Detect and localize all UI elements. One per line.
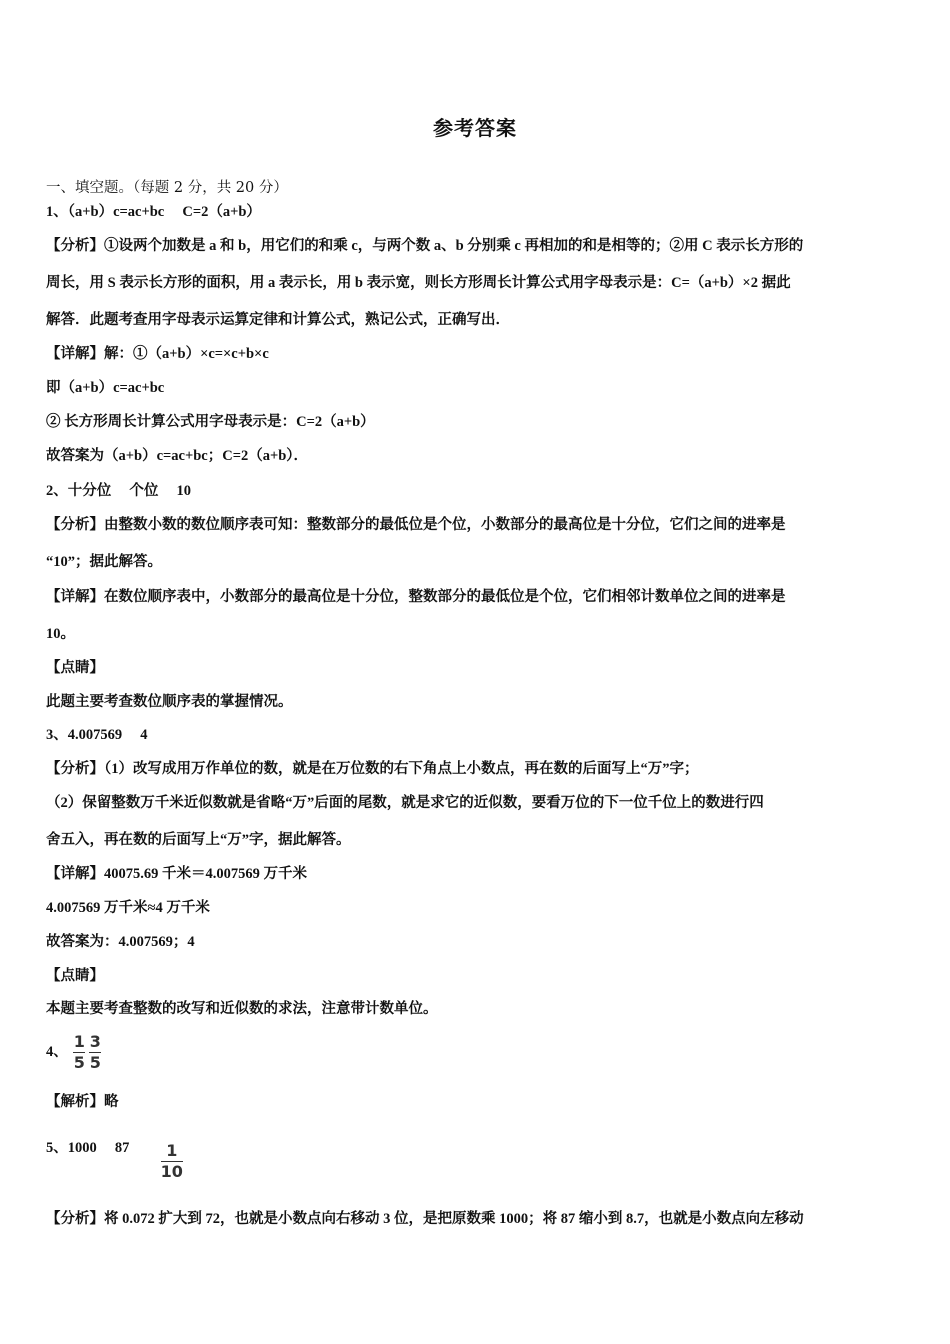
- q2-answer: 2、十分位 个位 10: [46, 483, 191, 499]
- q4-prefix: 4、: [46, 1044, 68, 1060]
- q1-detail-line-3: ② 长方形周长计算公式用字母表示是：C=2（a+b）: [46, 414, 375, 430]
- fraction-one-tenth: [161, 1142, 183, 1181]
- q1-analysis-line-1: [46, 236, 916, 256]
- fraction-denominator: 5: [73, 1053, 85, 1073]
- analysis-label: 【分析】: [46, 517, 104, 533]
- q3-analysis-text-1: （1）改写成用万作单位的数，就是在万位数的右下角点上小数点，再在数的后面写上“万”字；: [104, 761, 699, 777]
- analysis-label: 【分析】: [46, 761, 104, 777]
- detail-label: 【详解】: [46, 589, 104, 605]
- q3-note-label: 【点睛】: [46, 968, 104, 984]
- q3-analysis-line-3: 舍五入，再在数的后面写上“万”字，据此解答。: [46, 832, 351, 848]
- q5-answer: [46, 1124, 916, 1181]
- q1-analysis-text-1: ①设两个加数是 a 和 b，用它们的和乘 c，与两个数 a、b 分别乘 c 再相加的和是相等的；②用 C 表示长方形的: [104, 238, 804, 254]
- fraction-denominator: 5: [89, 1053, 101, 1073]
- detail-label: 【详解】: [46, 866, 104, 882]
- q3-detail-line-1: [46, 864, 916, 884]
- q2-analysis-text-1: 由整数小数的数位顺序表可知：整数部分的最低位是个位，小数部分的最高位是十分位，它们之间的进率是: [104, 517, 786, 533]
- q3-detail-text-1: 40075.69 千米＝4.007569 万千米: [104, 866, 307, 882]
- analysis-label: 【分析】: [46, 238, 104, 254]
- q2-detail-line-1: [46, 587, 916, 607]
- q1-conclusion: 故答案为（a+b）c=ac+bc；C=2（a+b）．: [46, 448, 309, 464]
- q3-note-text: 本题主要考查整数的改写和近似数的求法，注意带计数单位。: [46, 1001, 438, 1017]
- q1-analysis-line-2: 周长，用 S 表示长方形的面积，用 a 表示长，用 b 表示宽，则长方形周长计算公式用字母表示是：C=（a+b）×2 据此: [46, 275, 791, 291]
- q5-analysis-line-1: [46, 1209, 916, 1229]
- section-heading: 一、填空题。（每题 2 分，共 20 分）: [46, 180, 288, 196]
- q1-detail-line-1: [46, 344, 916, 364]
- q2-analysis-line-2: “10”；据此解答。: [46, 554, 162, 570]
- q2-analysis-line-1: [46, 515, 916, 535]
- q2-note-label: 【点睛】: [46, 660, 104, 676]
- q3-analysis-line-2: （2）保留整数万千米近似数就是省略“万”后面的尾数，就是求它的近似数，要看万位的下一位千位上的数进行四: [46, 795, 764, 811]
- q5-answer-text: 5、1000 87: [46, 1140, 130, 1156]
- q1-answer: 1、（a+b）c=ac+bc C=2（a+b）: [46, 204, 261, 220]
- q1-detail-line-2: 即（a+b）c=ac+bc: [46, 380, 165, 396]
- fraction-numerator: 3: [89, 1032, 101, 1052]
- q3-answer: 3、4.007569 4: [46, 727, 148, 743]
- explanation-label: 【解析】: [46, 1094, 104, 1110]
- detail-label: 【详解】: [46, 346, 104, 362]
- q3-analysis-line-1: [46, 759, 916, 779]
- q1-analysis-line-3: 解答．此题考查用字母表示运算定律和计算公式，熟记公式，正确写出．: [46, 312, 510, 328]
- q4-explanation-text: 略: [104, 1094, 119, 1110]
- fraction-three-fifths: [89, 1033, 101, 1072]
- q5-analysis-text-1: 将 0.072 扩大到 72，也就是小数点向右移动 3 位，是把原数乘 1000；将 87 缩小到 8.7，也就是小数点向左移动: [104, 1211, 804, 1227]
- fraction-denominator: 10: [160, 1162, 183, 1181]
- q2-note-text: 此题主要考查数位顺序表的掌握情况。: [46, 694, 293, 710]
- page-title: 参考答案: [433, 116, 517, 140]
- q2-detail-line-2: 10。: [46, 626, 75, 642]
- fraction-one-fifth: [73, 1033, 85, 1072]
- fraction-numerator: 1: [166, 1141, 178, 1160]
- q4-explanation: [46, 1092, 916, 1112]
- analysis-label: 【分析】: [46, 1211, 104, 1227]
- q3-conclusion: 故答案为：4.007569；4: [46, 934, 195, 950]
- fraction-numerator: 1: [73, 1032, 85, 1052]
- q4-answer: [46, 1028, 916, 1076]
- q2-detail-text-1: 在数位顺序表中，小数部分的最高位是十分位，整数部分的最低位是个位，它们相邻计数单位之间的进率是: [104, 589, 786, 605]
- q1-detail-text-1: 解：①（a+b）×c=×c+b×c: [104, 346, 269, 362]
- q3-detail-line-2: 4.007569 万千米≈4 万千米: [46, 900, 210, 916]
